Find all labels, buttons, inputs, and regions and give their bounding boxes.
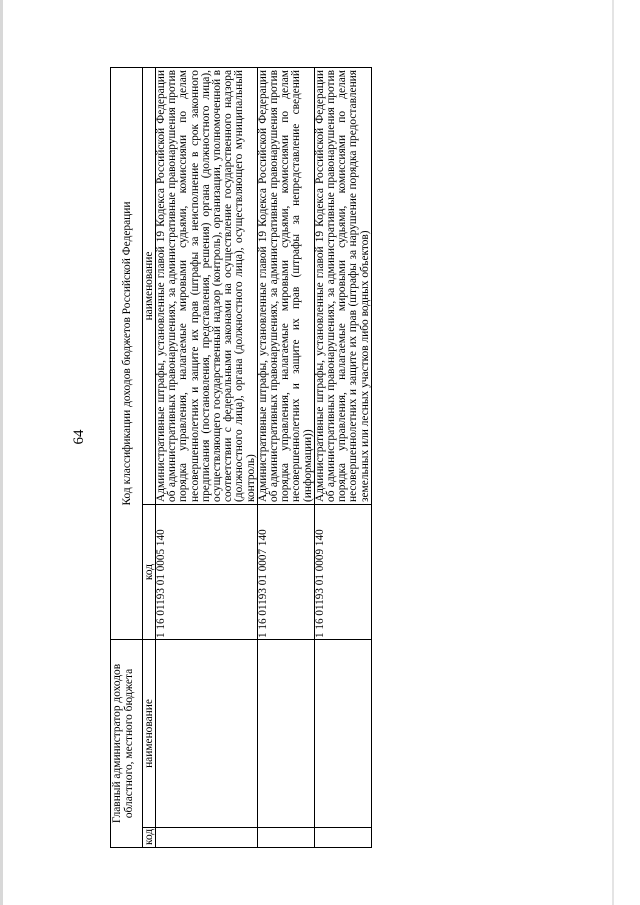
row-admin-name bbox=[257, 640, 314, 828]
header-classification-group: Код классификации доходов бюджетов Российской Федерации bbox=[111, 68, 143, 640]
row-admin-name bbox=[156, 640, 258, 828]
header-admin-name: наименование bbox=[143, 640, 156, 828]
row-admin-code bbox=[314, 828, 371, 848]
scan-edge-right bbox=[612, 0, 614, 905]
table-row bbox=[257, 68, 314, 848]
header-class-code: код bbox=[143, 505, 156, 640]
row-revenue-name: Административные штрафы, установленные главой 19 Кодекса Российской Федерации об административных правонарушениях, за административные правонарушения против порядка управления, налагаемые мировыми судьями, комиссиями по делам несовершеннолетних и защите их прав (штрафы за непредставление сведений (информации)) bbox=[257, 68, 314, 505]
header-admin-code: код bbox=[143, 828, 156, 848]
row-revenue-name: Административные штрафы, установленные главой 19 Кодекса Российской Федерации об административных правонарушениях, за административные правонарушения против порядка управления, налагаемые мировыми судьями, комиссиями по делам несовершеннолетних и защите их прав (штрафы за неисполнение в срок законного предписания (постановления, представления, решения) органа (должностного лица), осуществляющего государственный надзор (контроль), организации, уполномоченной в соответствии с федеральными законами на осуществление государственного надзора (должностного лица), органа (должностного лица), осуществляющего муниципальный контроль) bbox=[156, 68, 258, 505]
header-class-name: наименование bbox=[143, 68, 156, 505]
table-row bbox=[156, 68, 258, 848]
page-number: 64 bbox=[71, 429, 87, 445]
rotated-table-container bbox=[110, 68, 520, 848]
budget-revenue-table bbox=[110, 67, 372, 848]
row-revenue-code: 1 16 01193 01 0009 140 bbox=[314, 505, 371, 640]
row-revenue-code: 1 16 01193 01 0005 140 bbox=[156, 505, 258, 640]
row-admin-code bbox=[257, 828, 314, 848]
table-row bbox=[314, 68, 371, 848]
row-revenue-code: 1 16 01193 01 0007 140 bbox=[257, 505, 314, 640]
row-admin-name bbox=[314, 640, 371, 828]
row-admin-code bbox=[156, 828, 258, 848]
header-row-groups bbox=[111, 68, 143, 848]
header-admin-group: Главный администратор доходов областного, местного бюджета bbox=[111, 640, 143, 848]
header-row-columns bbox=[143, 68, 156, 848]
row-revenue-name: Административные штрафы, установленные главой 19 Кодекса Российской Федерации об административных правонарушениях, за административные правонарушения против порядка управления, налагаемые мировыми судьями, комиссиями по делам несовершеннолетних и защите их прав (штрафы за нарушение порядка предоставления земельных или лесных участков либо водных объектов) bbox=[314, 68, 371, 505]
scan-edge-left bbox=[0, 0, 3, 905]
